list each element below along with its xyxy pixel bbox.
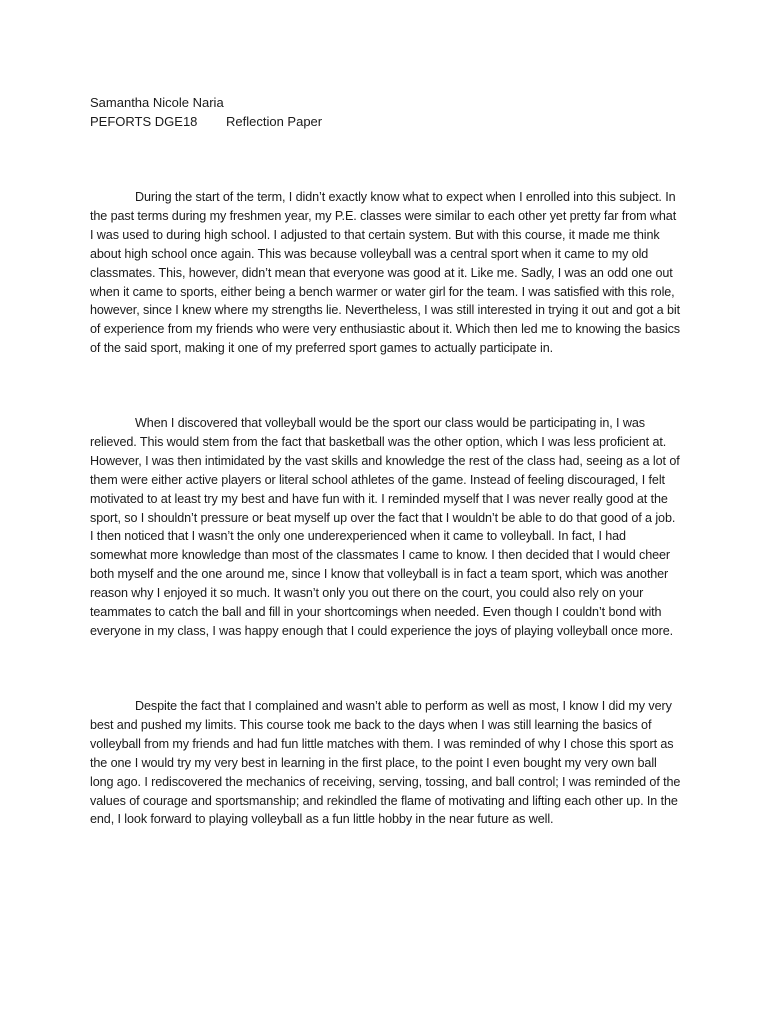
paragraph-2: [90, 414, 682, 641]
paragraph-3: [90, 697, 682, 829]
author-name: Samantha Nicole Naria: [90, 95, 224, 110]
course-code: PEFORTS DGE18: [90, 114, 198, 129]
paragraph-text: Despite the fact that I complained and wasn’t able to perform as well as most, I know I did my very best and pushed my limits. This course took me back to the days when I was still learning the basics of volleyball from my friends and had fun little matches with them. I was reminded of why I chose this sport as the one I would try my very best in learning in the first place, to the point I even bought my very own ball long ago. I rediscovered the mechanics of receiving, serving, tossing, and ball control; I was reminded of the values of courage and sportsmanship; and rekindled the flame of motivating and lifting each other up. In the end, I look forward to playing volleyball as a fun little hobby in the near future as well.: [90, 699, 681, 827]
author-line: [90, 93, 322, 112]
course-line: [90, 112, 322, 131]
document-type: Reflection Paper: [226, 114, 323, 129]
paragraph-1: [90, 188, 682, 358]
paragraph-text: During the start of the term, I didn’t exactly know what to expect when I enrolled into this subject. In the past terms during my freshmen year, my P.E. classes were similar to each other yet pretty far from what I was used to during high school. I adjusted to that certain system. But with this course, it made me think about high school once again. This was because volleyball was a central sport when it came to my old classmates. This, however, didn’t mean that everyone was good at it. Like me. Sadly, I was an odd one out when it came to sports, either being a bench warmer or water girl for the team. I was satisfied with this role, however, since I knew where my strengths lie. Nevertheless, I was still interested in trying it out and got a bit of experience from my friends who were very enthusiastic about it. Which then led me to knowing the basics of the said sport, making it one of my preferred sport games to actually participate in.: [90, 190, 680, 356]
document-header: [90, 93, 322, 131]
paragraph-text: When I discovered that volleyball would be the sport our class would be participating in, I was relieved. This would stem from the fact that basketball was the other option, which I was less proficient at. However, I was then intimidated by the vast skills and knowledge the rest of the class had, seeing as a lot of them were either active players or literal school athletes of the game. Instead of feeling discouraged, I felt motivated to at least try my best and have fun with it. I reminded myself that I was never really good at the sport, so I shouldn’t pressure or beat myself up over the fact that I wouldn’t be able to do that good of a job. I then noticed that I wasn’t the only one underexperienced when it came to volleyball. In fact, I had somewhat more knowledge than most of the classmates I came to know. I then decided that I would cheer both myself and the one around me, since I know that volleyball is in fact a team sport, which was another reason why I enjoyed it so much. It wasn’t only you out there on the court, you could also rely on your teammates to catch the ball and fill in your shortcomings when needed. Even though I couldn’t bond with everyone in my class, I was happy enough that I could experience the joys of playing volleyball once more.: [90, 416, 680, 638]
